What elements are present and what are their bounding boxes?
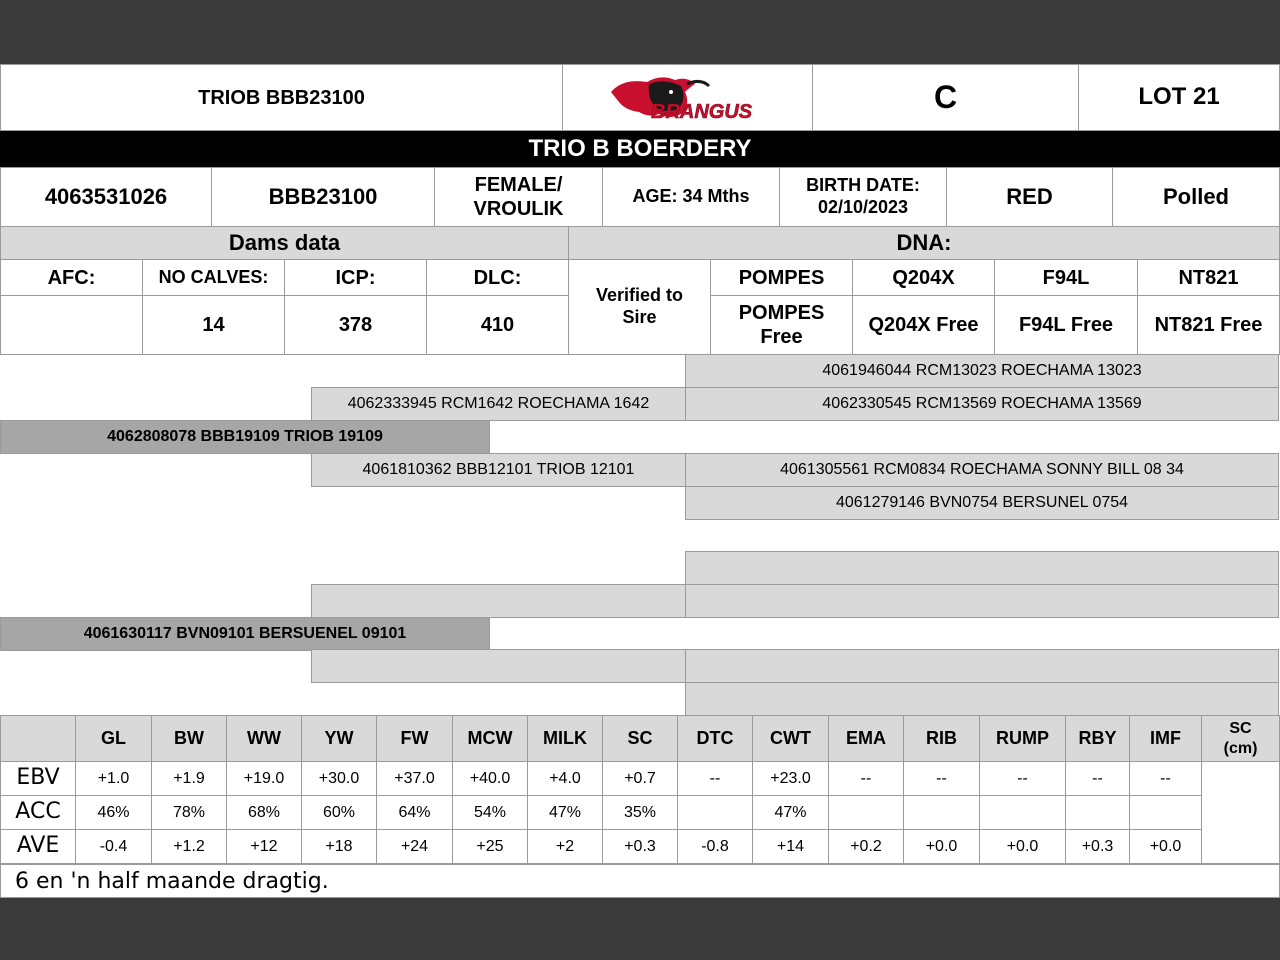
pedigree-sire: 4062808078 BBB19109 TRIOB 19109 — [0, 420, 490, 454]
pedigree-dam-dam-sire — [685, 649, 1279, 683]
ebv-cell: +0.0 — [903, 829, 980, 864]
ebv-cell: +0.2 — [828, 829, 904, 864]
pedigree-sire-sire-dam: 4062330545 RCM13569 ROECHAMA 13569 — [685, 387, 1279, 421]
verified-line-2: Sire — [622, 307, 657, 327]
dams-data-title: Dams data — [0, 226, 569, 260]
pedigree-sire-dam-dam: 4061279146 BVN0754 BERSUNEL 0754 — [685, 486, 1279, 520]
brangus-logo — [562, 64, 813, 131]
logo-text: BRANGUS — [650, 100, 752, 123]
ebv-cell: +25 — [452, 829, 528, 864]
ebv-cell: +1.0 — [75, 761, 152, 796]
ebv-cell: 68% — [226, 795, 302, 830]
ebv-cell: +30.0 — [301, 761, 377, 796]
sex-line-1: FEMALE/ — [474, 174, 563, 196]
ebv-cell: +14 — [752, 829, 829, 864]
dna-header-pompes: POMPES — [710, 259, 853, 296]
ebv-cell: -- — [677, 761, 753, 796]
ebv-header-rib: RIB — [903, 715, 980, 762]
ebv-cell: +0.3 — [1065, 829, 1130, 864]
ebv-row-label-acc: ACC — [0, 795, 76, 830]
ebv-cell: +40.0 — [452, 761, 528, 796]
ebv-row-label-ave: AVE — [0, 829, 76, 864]
pedigree-dam-sire — [311, 584, 686, 618]
ebv-header-milk: MILK — [527, 715, 603, 762]
animal-horn-status: Polled — [1112, 167, 1280, 227]
dna-result-nt821: NT821 Free — [1137, 295, 1280, 355]
animal-code: BBB23100 — [211, 167, 435, 227]
animal-colour: RED — [946, 167, 1113, 227]
birth-date-label: BIRTH DATE: — [806, 175, 920, 196]
ebv-cell: 60% — [301, 795, 377, 830]
ebv-cell: +0.0 — [1129, 829, 1202, 864]
dams-value-calves: 14 — [142, 295, 285, 355]
ebv-cell: 78% — [151, 795, 227, 830]
dna-verified-to-sire — [568, 259, 711, 355]
ebv-header-mcw: MCW — [452, 715, 528, 762]
pedigree-dam-sire-dam — [685, 584, 1279, 618]
lot-number: LOT 21 — [1078, 64, 1280, 131]
ebv-cell: 46% — [75, 795, 152, 830]
verified-line-1: Verified to — [595, 285, 684, 306]
ebv-cell — [1065, 795, 1130, 830]
animal-age: AGE: 34 Mths — [602, 167, 780, 227]
sc-cm-line-2: (cm) — [1223, 739, 1258, 757]
pedigree-dam: 4061630117 BVN09101 BERSUENEL 09101 — [0, 617, 490, 651]
ebv-header-sc-cm — [1201, 715, 1280, 762]
sc-cm-line-1: SC — [1229, 720, 1252, 738]
ebv-cell: -- — [903, 761, 980, 796]
breeder-title: TRIO B BOERDERY — [0, 131, 1280, 167]
ebv-cell: +0.0 — [979, 829, 1066, 864]
dna-title: DNA: — [568, 226, 1280, 260]
dams-value-dlc: 410 — [426, 295, 569, 355]
ebv-cell: +24 — [376, 829, 453, 864]
bull-head-icon — [603, 70, 773, 126]
dna-result-pompes — [710, 295, 853, 355]
dams-header-dlc: DLC: — [426, 259, 569, 296]
ebv-sc-cm-value — [1201, 761, 1280, 864]
birth-date-value: 02/10/2023 — [817, 197, 909, 217]
ebv-cell: +2 — [527, 829, 603, 864]
dna-header-nt821: NT821 — [1137, 259, 1280, 296]
pompes-line-2: Free — [760, 326, 803, 348]
dna-header-f94l: F94L — [994, 259, 1138, 296]
class-code: C — [812, 64, 1079, 131]
ebv-cell: 35% — [602, 795, 678, 830]
ebv-cell: +0.3 — [602, 829, 678, 864]
ebv-cell — [677, 795, 753, 830]
dams-value-afc — [0, 295, 143, 355]
ebv-header-rump: RUMP — [979, 715, 1066, 762]
ebv-header-corner — [0, 715, 76, 762]
dna-result-f94l: F94L Free — [994, 295, 1138, 355]
animal-name: TRIOB BBB23100 — [0, 64, 563, 131]
dams-header-calves: NO CALVES: — [142, 259, 285, 296]
pedigree-sire-sire-sire: 4061946044 RCM13023 ROECHAMA 13023 — [685, 354, 1279, 388]
ebv-cell: +12 — [226, 829, 302, 864]
ebv-cell: 47% — [527, 795, 603, 830]
ebv-cell: +0.7 — [602, 761, 678, 796]
ebv-header-rby: RBY — [1065, 715, 1130, 762]
ebv-cell: +18 — [301, 829, 377, 864]
ebv-cell — [979, 795, 1066, 830]
ebv-header-ww: WW — [226, 715, 302, 762]
ebv-header-sc: SC — [602, 715, 678, 762]
ebv-cell — [828, 795, 904, 830]
ebv-cell: 64% — [376, 795, 453, 830]
ebv-cell: -- — [828, 761, 904, 796]
sex-line-2: VROULIK — [473, 198, 564, 220]
ebv-header-cwt: CWT — [752, 715, 829, 762]
ebv-cell: -0.8 — [677, 829, 753, 864]
ebv-cell: +1.2 — [151, 829, 227, 864]
ebv-header-yw: YW — [301, 715, 377, 762]
pedigree-sire-sire: 4062333945 RCM1642 ROECHAMA 1642 — [311, 387, 686, 421]
ebv-header-ema: EMA — [828, 715, 904, 762]
ebv-cell: +23.0 — [752, 761, 829, 796]
animal-sex — [434, 167, 603, 227]
ebv-cell: +1.9 — [151, 761, 227, 796]
ebv-cell: +4.0 — [527, 761, 603, 796]
ebv-cell: -- — [979, 761, 1066, 796]
ebv-row-label-ebv: EBV — [0, 761, 76, 796]
ebv-cell: -0.4 — [75, 829, 152, 864]
pedigree-sire-dam: 4061810362 BBB12101 TRIOB 12101 — [311, 453, 686, 487]
birth-date — [779, 167, 947, 227]
ebv-cell: +19.0 — [226, 761, 302, 796]
ebv-header-bw: BW — [151, 715, 227, 762]
ebv-header-dtc: DTC — [677, 715, 753, 762]
pompes-line-1: POMPES — [738, 302, 825, 324]
ebv-header-imf: IMF — [1129, 715, 1202, 762]
pedigree-dam-sire-sire — [685, 551, 1279, 585]
ebv-cell: -- — [1065, 761, 1130, 796]
ebv-header-fw: FW — [376, 715, 453, 762]
pedigree-sire-dam-sire: 4061305561 RCM0834 ROECHAMA SONNY BILL 08 34 — [685, 453, 1279, 487]
pedigree-dam-dam-dam — [685, 682, 1279, 716]
ebv-cell: 47% — [752, 795, 829, 830]
ebv-cell: +37.0 — [376, 761, 453, 796]
dna-header-q204x: Q204X — [852, 259, 995, 296]
dams-header-icp: ICP: — [284, 259, 427, 296]
remark-note: 6 en 'n half maande dragtig. — [0, 864, 1280, 898]
pedigree-dam-dam — [311, 649, 686, 683]
animal-id: 4063531026 — [0, 167, 212, 227]
ebv-header-gl: GL — [75, 715, 152, 762]
catalogue-sheet — [0, 64, 1280, 898]
ebv-cell — [1129, 795, 1202, 830]
dna-result-q204x: Q204X Free — [852, 295, 995, 355]
dams-value-icp: 378 — [284, 295, 427, 355]
ebv-cell: 54% — [452, 795, 528, 830]
dams-header-afc: AFC: — [0, 259, 143, 296]
ebv-cell — [903, 795, 980, 830]
ebv-cell: -- — [1129, 761, 1202, 796]
